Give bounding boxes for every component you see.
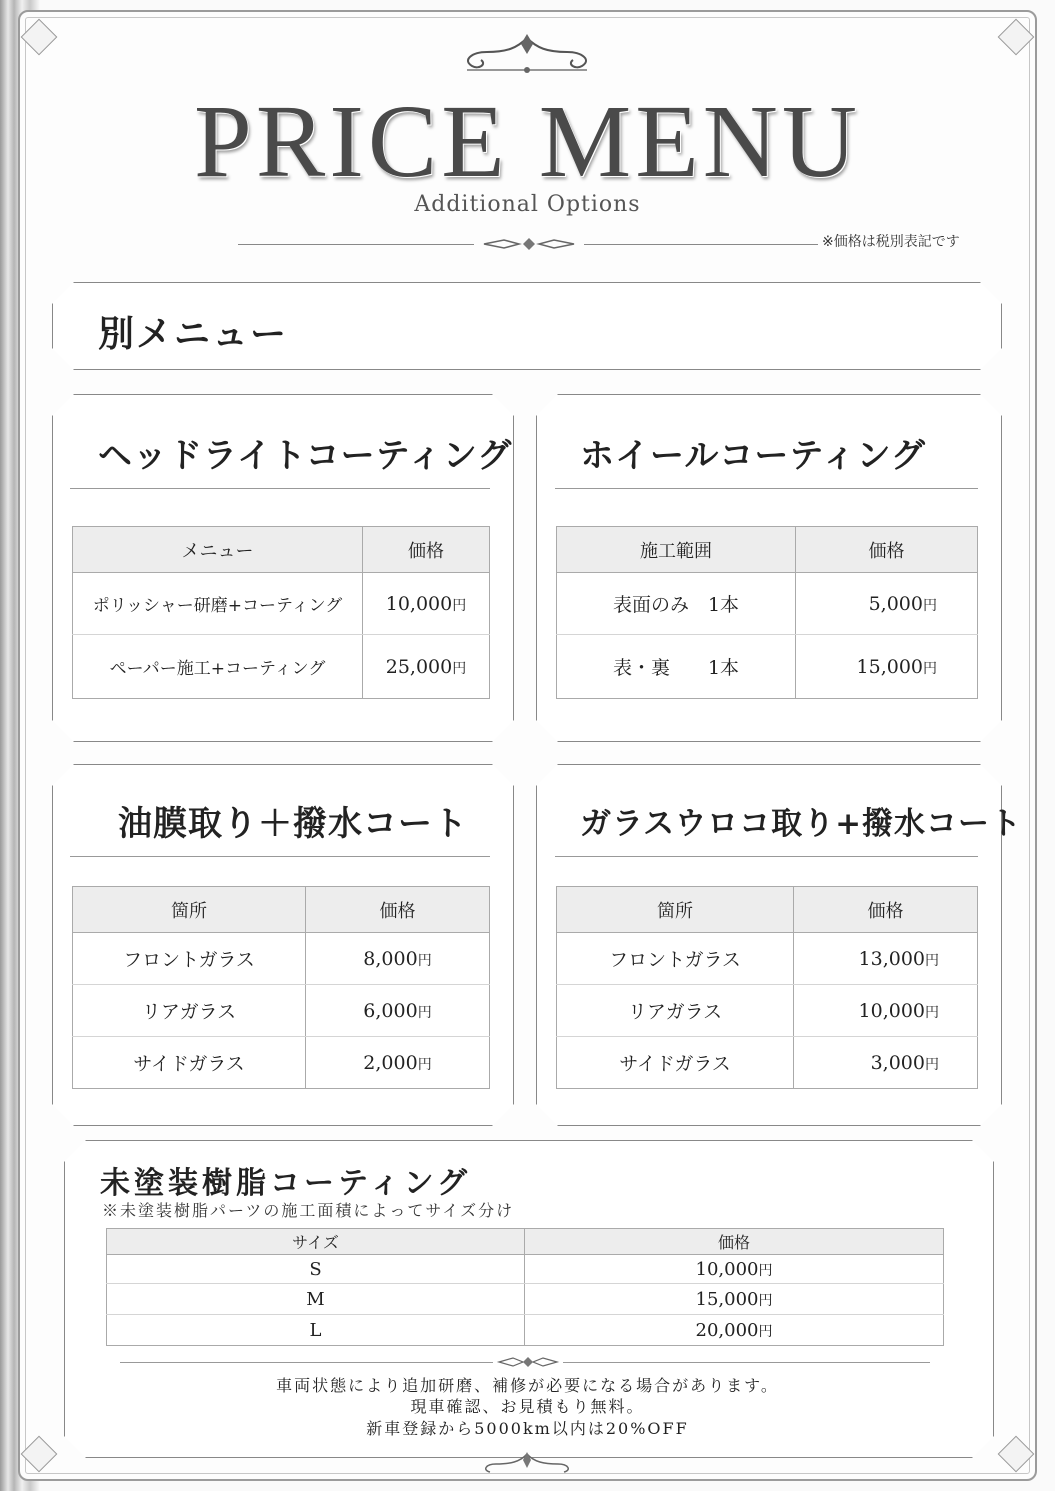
headlight-price-table [72, 526, 490, 699]
price-value: 5,000 [868, 592, 923, 615]
price-cell [306, 933, 490, 985]
price-value: 8,000 [363, 947, 418, 970]
yen-unit: 円 [417, 1004, 432, 1021]
table-row [73, 1037, 490, 1089]
column-header: 価格 [796, 527, 978, 573]
resin-price-table [106, 1228, 944, 1346]
location-cell: フロントガラス [73, 933, 306, 985]
tax-note: ※価格は税別表記です [822, 234, 960, 250]
column-header: サイズ [107, 1229, 525, 1255]
price-value: 15,000 [695, 1288, 759, 1310]
yen-unit: 円 [925, 952, 939, 969]
price-value: 10,000 [695, 1258, 759, 1280]
column-header: メニュー [73, 527, 363, 573]
yen-unit: 円 [758, 1262, 773, 1279]
price-cell [794, 933, 978, 985]
price-value: 10,000 [858, 999, 925, 1022]
yen-unit: 円 [417, 1056, 432, 1073]
size-cell: M [107, 1284, 525, 1315]
price-value: 15,000 [856, 655, 923, 678]
column-header: 価格 [794, 887, 978, 933]
table-row [107, 1284, 944, 1315]
yen-unit: 円 [417, 952, 432, 969]
table-row [107, 1315, 944, 1346]
price-cell [306, 985, 490, 1037]
location-cell: リアガラス [557, 985, 794, 1037]
footer-note-line: 車両状態により追加研磨、補修が必要になる場合があります。 [276, 1376, 779, 1395]
column-header: 価格 [525, 1229, 944, 1255]
menu-name-cell: ポリッシャー研磨+コーティング [73, 573, 363, 635]
size-cell: L [107, 1315, 525, 1346]
table-row [107, 1255, 944, 1284]
price-value: 6,000 [363, 999, 418, 1022]
table-row [73, 573, 490, 635]
menu-name-cell: 表・裏 1本 [557, 635, 796, 699]
card-divider [70, 488, 490, 489]
location-cell: サイドガラス [557, 1037, 794, 1089]
price-value: 3,000 [870, 1051, 925, 1074]
yen-unit: 円 [452, 660, 467, 677]
column-header: 施工範囲 [557, 527, 796, 573]
table-row [557, 933, 978, 985]
price-cell [796, 573, 978, 635]
price-cell [525, 1284, 944, 1315]
location-cell: サイドガラス [73, 1037, 306, 1089]
page-title: PRICE MENU [194, 84, 861, 199]
card-divider [555, 856, 978, 857]
price-cell [525, 1255, 944, 1284]
price-value: 20,000 [695, 1319, 759, 1341]
section-banner-label: 別メニュー [98, 313, 289, 355]
footer-note-line: 新車登録から5000km以内は20%OFF [366, 1419, 689, 1438]
page-subtitle: Additional Options [414, 192, 641, 217]
yen-unit: 円 [925, 1004, 939, 1021]
price-value: 25,000 [385, 655, 453, 678]
yen-unit: 円 [758, 1323, 773, 1340]
oil-film-price-table [72, 886, 490, 1089]
price-value: 13,000 [858, 947, 925, 970]
price-cell [525, 1315, 944, 1346]
yen-unit: 円 [923, 660, 937, 677]
column-header: 価格 [363, 527, 490, 573]
price-value: 10,000 [385, 592, 453, 615]
price-cell [794, 985, 978, 1037]
resin-card-title: 未塗装樹脂コーティング [100, 1166, 471, 1201]
table-row [557, 573, 978, 635]
table-row [73, 985, 490, 1037]
price-cell [363, 635, 490, 699]
diamond-ornament-icon [493, 1356, 563, 1368]
diamond-ornament-icon [474, 236, 584, 252]
location-cell: フロントガラス [557, 933, 794, 985]
glass-scale-price-table [556, 886, 978, 1089]
table-row [557, 635, 978, 699]
column-header: 箇所 [557, 887, 794, 933]
price-cell [363, 573, 490, 635]
card-divider [70, 856, 490, 857]
menu-name-cell: ペーパー施工+コーティング [73, 635, 363, 699]
table-row [73, 635, 490, 699]
table-row [557, 985, 978, 1037]
yen-unit: 円 [923, 597, 937, 614]
yen-unit: 円 [925, 1056, 939, 1073]
oil-film-card-title: 油膜取り＋撥水コート [118, 804, 468, 844]
yen-unit: 円 [452, 597, 467, 614]
size-cell: S [107, 1255, 525, 1284]
wheel-card-title: ホイールコーティング [580, 436, 926, 476]
table-row [557, 1037, 978, 1089]
flourish-ornament-icon [447, 30, 607, 80]
flourish-ornament-icon [472, 1450, 582, 1474]
card-divider [555, 488, 978, 489]
column-header: 箇所 [73, 887, 306, 933]
location-cell: リアガラス [73, 985, 306, 1037]
price-value: 2,000 [363, 1051, 418, 1074]
glass-scale-card-title: ガラスウロコ取り+撥水コート [580, 806, 1023, 842]
menu-name-cell: 表面のみ 1本 [557, 573, 796, 635]
resin-card-note: ※未塗装樹脂パーツの施工面積によってサイズ分け [102, 1201, 515, 1220]
price-cell [306, 1037, 490, 1089]
price-cell [794, 1037, 978, 1089]
headlight-card-title: ヘッドライトコーティング [98, 436, 513, 476]
footer-note-line: 現車確認、お見積もり無料。 [410, 1397, 645, 1416]
yen-unit: 円 [758, 1292, 773, 1309]
column-header: 価格 [306, 887, 490, 933]
wheel-price-table [556, 526, 978, 699]
price-cell [796, 635, 978, 699]
table-row [73, 933, 490, 985]
